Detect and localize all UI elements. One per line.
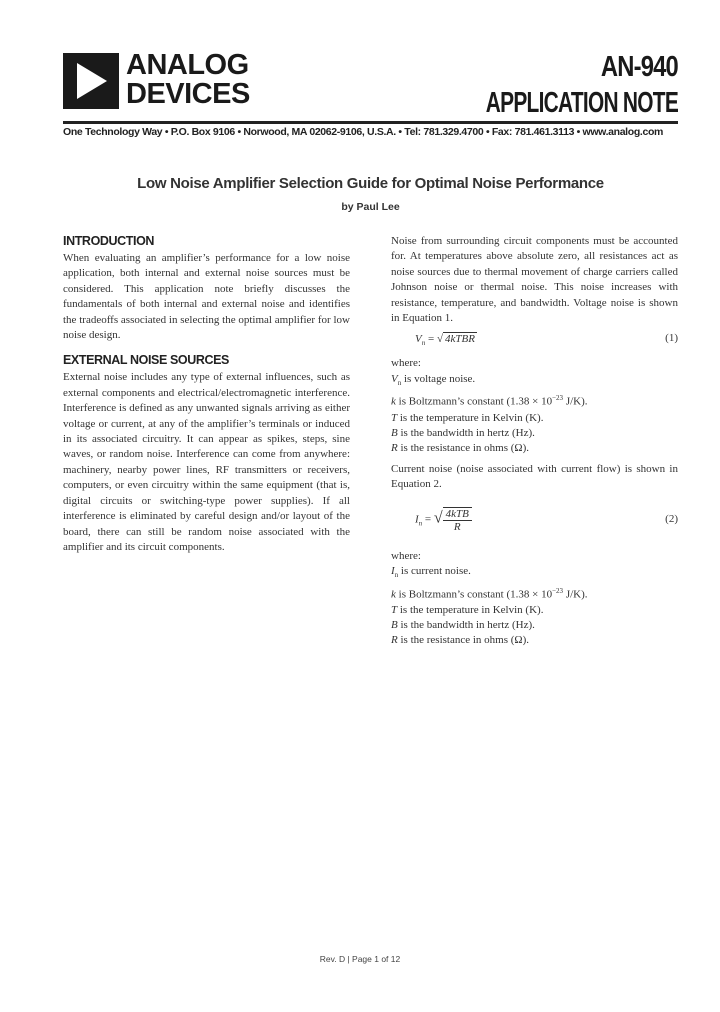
where2-item-b (391, 618, 678, 633)
eq1-lhs-sub: n (421, 339, 426, 348)
where1-item-b (391, 426, 678, 441)
desc: is Boltzmann’s constant (1.38 × 10 (395, 396, 553, 409)
introduction-paragraph: When evaluating an amplifier’s performance for a low noise application, both internal and external noise sources must be considered. This application note briefly discusses the fundamentals of both internal and external noise and identifies the tradeoffs associated in selecting the optimal amplifier for low noise design. (63, 252, 350, 342)
where2-item-k (391, 584, 678, 603)
equation-2-expression: $I_n$ = √ $\frac{\text{4kTB}}{R}$ (415, 507, 472, 533)
where-label-2: where: (391, 549, 421, 562)
where1-item-vn (391, 372, 678, 392)
desc-tail: J/K). (563, 396, 588, 409)
equation-2-number: (2) (665, 512, 678, 525)
sym-sub: n (397, 379, 402, 388)
eq1-equals: = (425, 333, 437, 346)
introduction-heading: INTRODUCTION (63, 234, 155, 248)
where-list-1 (391, 356, 678, 456)
where2-item-in (391, 564, 678, 584)
eq2-lhs: I (415, 513, 419, 526)
where-list-2 (391, 549, 678, 649)
where-label-1: where: (391, 357, 421, 370)
exp: −23 (552, 586, 564, 595)
desc: is the temperature in Kelvin (K). (397, 603, 544, 616)
thermal-noise-paragraph: Noise from surrounding circuit components must be accounted for. At temperatures above absolute zero, all resistances act as noise sources due to thermal movement of charge carriers called Johnson noise or thermal noise. This noise increases with resistance, temperature, and bandwidth. Voltage noise is shown in Equation 1. (391, 235, 678, 325)
eq2-equals: = (422, 513, 434, 526)
sym: I (391, 564, 395, 577)
sym: R (391, 634, 398, 647)
desc: is the resistance in ohms (Ω). (397, 442, 530, 455)
eq1-radicand: 4kTBR (445, 333, 475, 346)
sym: k (391, 396, 396, 409)
eq2-fraction (443, 507, 472, 533)
desc: is Boltzmann’s constant (1.38 × 10 (395, 588, 553, 601)
desc: is the resistance in ohms (Ω). (397, 634, 530, 647)
company-logo-text (126, 51, 250, 109)
external-noise-heading: EXTERNAL NOISE SOURCES (63, 353, 229, 368)
logo-line-devices: DEVICES (126, 78, 250, 110)
eq2-denominator: R (453, 520, 461, 533)
where1-item-t (391, 411, 678, 426)
equation-1-expression: $V_n$ = √ 4kTBR (415, 333, 475, 348)
header-divider (63, 121, 678, 124)
eq2-lhs-sub: n (418, 519, 423, 528)
logo-line-analog: ANALOG (126, 49, 249, 81)
equation-1-number: (1) (665, 332, 678, 345)
document-title: Low Noise Amplifier Selection Guide for Optimal Noise Performance (137, 175, 604, 192)
current-noise-paragraph: Current noise (noise associated with current flow) is shown in Equation 2. (391, 462, 678, 491)
application-note-number: AN-940 (600, 51, 678, 83)
sym: k (391, 588, 396, 601)
equation-1 (391, 332, 678, 356)
sym: V (391, 372, 398, 385)
eq2-numerator: 4kTB (443, 508, 472, 521)
equation-2 (391, 499, 678, 549)
where1-item-r (391, 441, 678, 456)
desc: is the temperature in Kelvin (K). (397, 411, 544, 424)
sym: R (391, 442, 398, 455)
page-footer: Rev. D | Page 1 of 12 (319, 954, 401, 964)
sym: T (391, 411, 398, 424)
where2-item-r (391, 633, 678, 648)
where2-item-t (391, 603, 678, 618)
left-column (63, 234, 350, 561)
company-address: One Technology Way • P.O. Box 9106 • Norwood, MA 02062-9106, U.S.A. • Tel: 781.329.4700 • Fax: 781.461.3113 • www.analog.com (63, 126, 663, 138)
right-column (391, 234, 678, 649)
sym: B (391, 426, 398, 439)
exp: −23 (552, 394, 564, 403)
desc: is the bandwidth in hertz (Hz). (397, 619, 535, 631)
desc: is current noise. (398, 564, 471, 577)
sym-sub: n (394, 571, 399, 580)
desc: is voltage noise. (401, 372, 476, 385)
where1-item-k (391, 391, 678, 410)
application-note-label: APPLICATION NOTE (485, 87, 678, 119)
sym: T (391, 603, 398, 616)
desc-tail: J/K). (563, 588, 588, 601)
document-author: by Paul Lee (341, 201, 400, 213)
analog-devices-logo-icon (63, 53, 119, 109)
eq1-lhs: V (415, 333, 422, 346)
sym: B (391, 619, 398, 631)
external-noise-paragraph: External noise includes any type of external influences, such as external components and electrical/electromagnetic interference. Interference is defined as any unwanted signals arriving as either voltage or current, at any of the amplifier’s terminals or induced in its associated circuitry. It can appear as spikes, steps, sine waves, or random noise. Interference can come from anywhere: machinery, nearby power lines, RF transmitters or receivers, computers, or even circuitry within the same equipment (that is, digital circuits or switching-type power supplies). If all interference is eliminated by careful design and/or layout of the board, there can still be random noise associated with the amplifier and its circuit components. (63, 371, 350, 553)
desc: is the bandwidth in hertz (Hz). (397, 426, 535, 439)
